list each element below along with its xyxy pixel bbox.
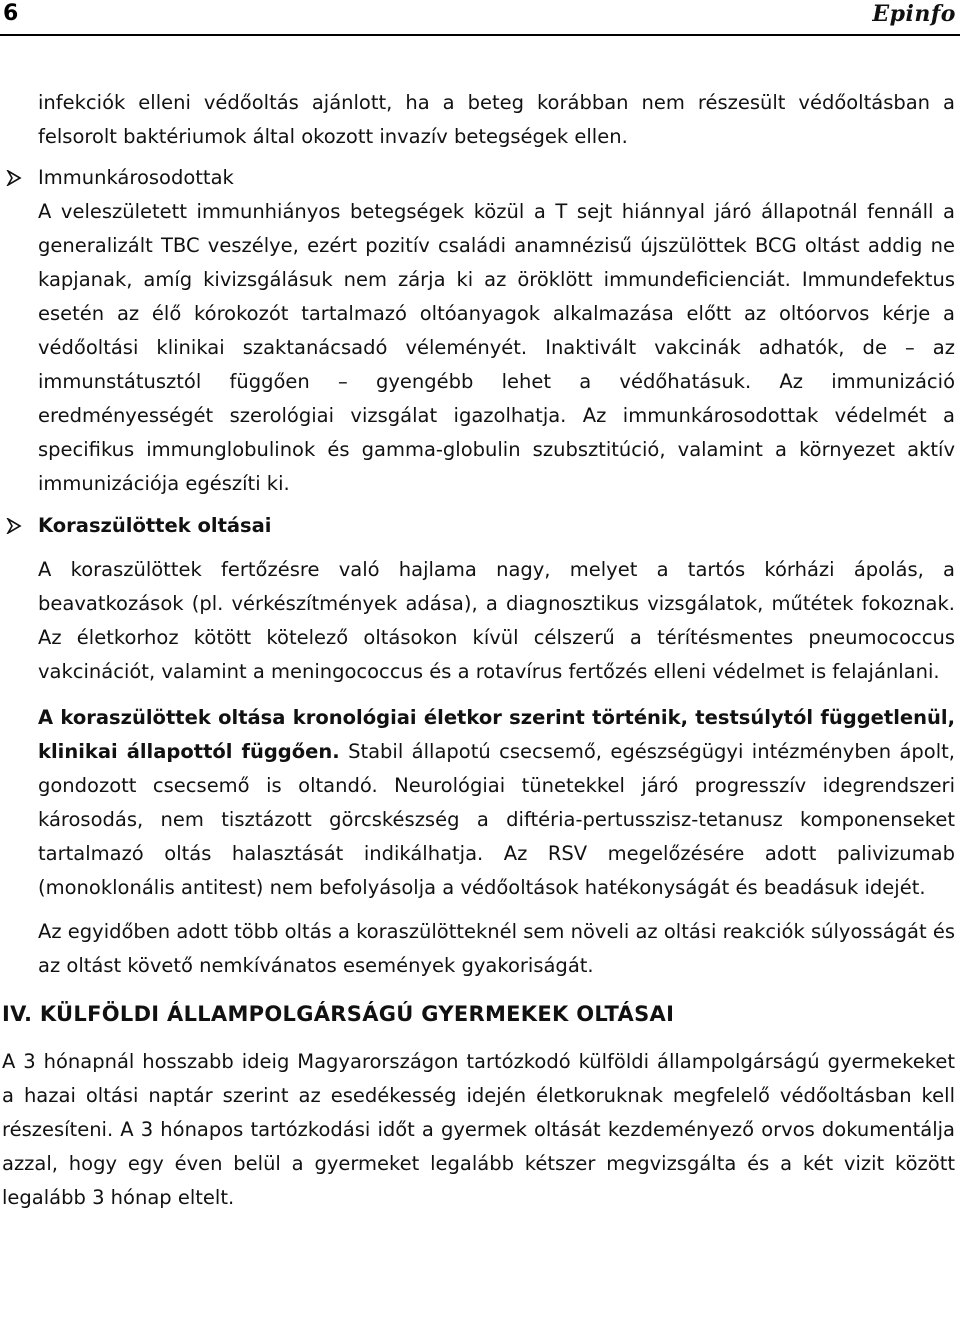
paragraph-koraszulottek: A koraszülöttek fertőzésre való hajlama nagy, melyet a tartós kórházi ápolás, a beavatkozások (pl. vérkészítmények adása), a diagnosztikus vizsgálatok, műtétek fokoznak. Az életkorhoz kötött kötelező oltásokon kívül célszerű a térítésmentes pneumococcus vakcinációt, valamint a meningococcus és a rotavírus fertőzés elleni védelmet is felajánlani.: [38, 558, 955, 683]
arrow-bullet-icon: [0, 509, 38, 543]
section-heading-immunkarosodottak: Immunkárosodottak: [38, 166, 234, 189]
epinfo-logo: Epinfo: [872, 1, 956, 27]
paragraph-kronologiai-rest: Stabil állapotú csecsemő, egészségügyi intézményben ápolt, gondozott csecsemő is oltandó. Neurológiai tünetekkel járó progresszív idegrendszeri károsodás, nem tisztázott görcskészség a diftéria-pertusszisz-tetanusz komponenseket tartalmazó oltás halasztását indikálhatja. Az RSV megelőzésére adott palivizumab (monoklonális antitest) nem befolyásolja a védőoltások hatékonyságát és beadásuk idejét.: [38, 740, 955, 899]
section-immunkarosodottak: [0, 161, 960, 195]
document-body: [0, 86, 960, 1215]
paragraph-egyidoben: Az egyidőben adott több oltás a koraszülötteknél sem növeli az oltási reakciók súlyosságát és az oltást követő nemkívánatos események gyakoriságát.: [38, 920, 955, 977]
bold-statement: A koraszülöttek oltása kronológiai életkor szerint történik, testsúlytól függetlenül, klinikai állapottól függően.: [38, 706, 955, 763]
section-heading-koraszulottek: Koraszülöttek oltásai: [38, 514, 272, 537]
section-koraszulottek: [0, 509, 960, 543]
page-number: 6: [3, 1, 19, 26]
section-heading-kulfoldi: IV. KÜLFÖLDI ÁLLAMPOLGÁRSÁGÚ GYERMEKEK OLTÁSAI: [2, 1002, 675, 1026]
page-header: [0, 0, 960, 36]
arrow-bullet-icon: [0, 161, 38, 195]
paragraph-kronologiai: [38, 701, 955, 905]
paragraph-intro: infekciók elleni védőoltás ajánlott, ha a beteg korábban nem részesült védőoltásban a felsorolt baktériumok által okozott invazív betegségek ellen.: [38, 91, 955, 148]
paragraph-immunkarosodottak: A veleszületett immunhiányos betegségek közül a T sejt hiánnyal járó állapotnál fennáll a generalizált TBC veszélye, ezért pozitív családi anamnézisű újszülöttek BCG oltást addig ne kapjanak, amíg kivizsgálásuk nem zárja ki az öröklött immundeficienciát. Immundefektus esetén az élő kórokozót tartalmazó oltóanyagok alkalmazása előtt az oltóorvos kérje a védőoltási klinikai szaktanácsadó véleményét. Inaktivált vakcinák adhatók, de – az immunstátusztól függően – gyengébb lehet a védőhatásuk. Az immunizáció eredményességét szerológiai vizsgálat igazolhatja. Az immunkárosodottak védelmét a specifikus immunglobulinok és gamma-globulin szubsztitúció, valamint a környezet aktív immunizációja egészíti ki.: [38, 200, 955, 495]
paragraph-kulfoldi: A 3 hónapnál hosszabb ideig Magyarországon tartózkodó külföldi állampolgárságú gyermekeket a hazai oltási naptár szerint az esedékesség idején életkoruknak megfelelő védőoltásban kell részesíteni. A 3 hónapos tartózkodási időt a gyermek oltását kezdeményező orvos dokumentálja azzal, hogy egy éven belül a gyermeket legalább kétszer megvizsgálta és a két vizit között legalább 3 hónap eltelt.: [2, 1050, 955, 1209]
